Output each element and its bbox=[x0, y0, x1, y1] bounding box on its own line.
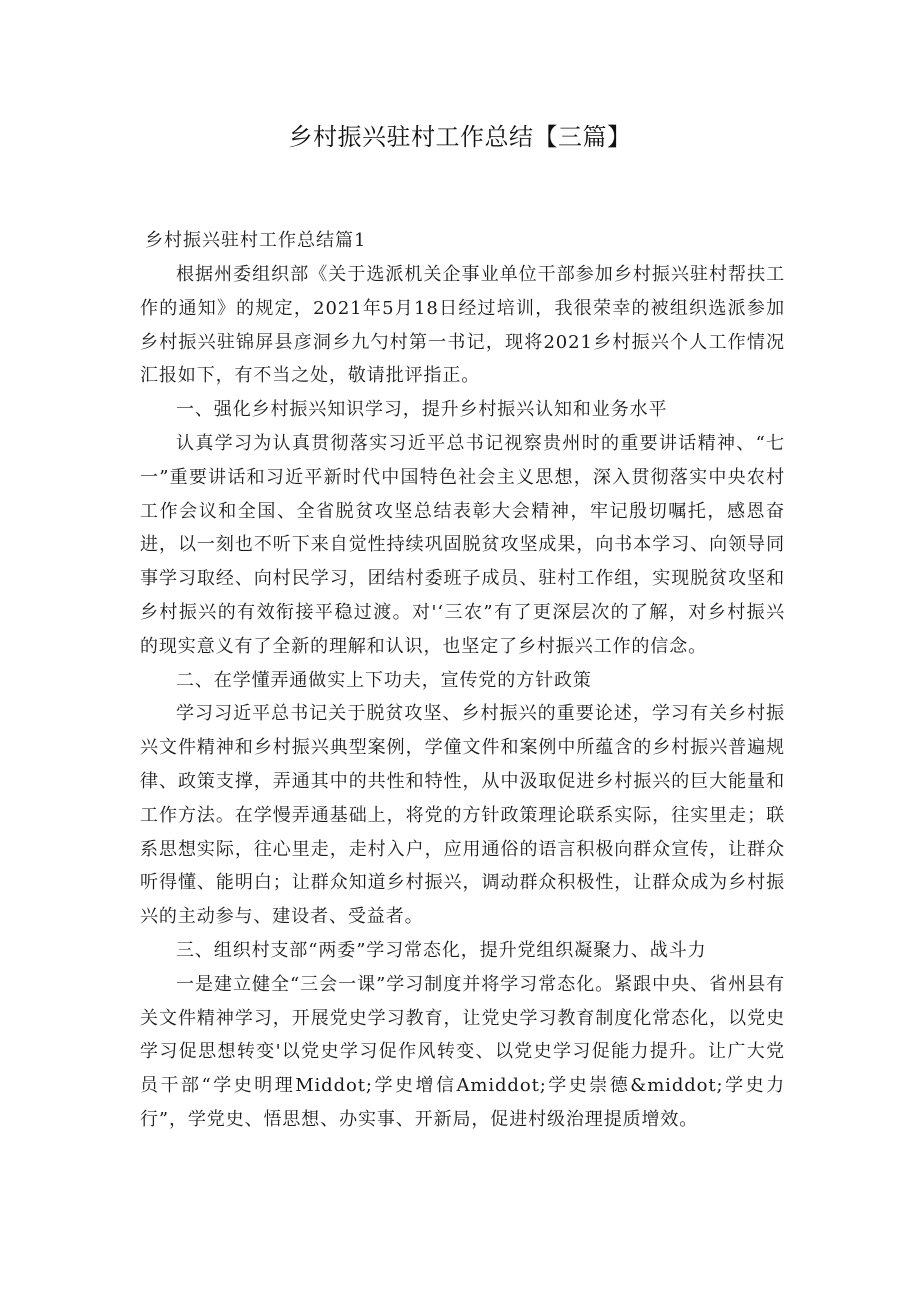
paragraph-three: 一是建立健全“三会一课”学习制度并将学习常态化。紧跟中央、省州县有关文件精神学习，开展党史学习教育，让党史学习教育制度化常态化，以党史学习促思想转变'以党史学习促作风转变、以党史学习促能力提升。让广大党员干部“学史明理Middot;学史增信Amiddot;学史崇德&middot;学史力行”，学党史、悟思想、办实事、开新局，促进村级治理提质增效。 bbox=[140, 973, 785, 1130]
heading-one: 一、强化乡村振兴知识学习，提升乡村振兴认知和业务水平 bbox=[176, 399, 668, 421]
section-title: 乡村振兴驻村工作总结篇1 bbox=[145, 230, 367, 251]
heading-two: 二、在学懂弄通做实上下功夫，宣传党的方针政策 bbox=[176, 669, 592, 691]
document-body bbox=[140, 224, 785, 1137]
document-title: 乡村振兴驻村工作总结【三篇】 bbox=[288, 123, 632, 151]
paragraph-intro: 根据州委组织部《关于选派机关企事业单位干部参加乡村振兴驻村帮扶工作的通知》的规定，2021年5月18日经过培训，我很荣幸的被组织选派参加乡村振兴驻锦屏县彦洞乡九勺村第一书记，现将2021乡村振兴个人工作情况汇报如下，有不当之处，敬请批评指正。 bbox=[140, 264, 785, 387]
paragraph-one: 认真学习为认真贯彻落实习近平总书记视察贵州时的重要讲话精神、“七一”重要讲话和习近平新时代中国特色社会主义思想，深入贯彻落实中央农村工作会议和全国、全省脱贫攻坚总结表彰大会精神，牢记殷切嘱托，感恩奋进，以一刻也不听下来自觉性持续巩固脱贫攻坚成果，向书本学习、向领导同事学习取经、向村民学习，团结村委班子成员、驻村工作组，实现脱贫攻坚和乡村振兴的有效衔接平稳过渡。对'‘三农”有了更深层次的了解，对乡村振兴的现实意义有了全新的理解和认识，也坚定了乡村振兴工作的信念。 bbox=[140, 432, 785, 657]
paragraph-two: 学习习近平总书记关于脱贫攻坚、乡村振兴的重要论述，学习有关乡村振兴文件精神和乡村振兴典型案例，学僮文件和案例中所蕴含的乡村振兴普遍规律、政策支撑，弄通其中的共性和特性，从中汲取促进乡村振兴的巨大能量和工作方法。在学慢弄通基础上，将党的方针政策理论联系实际，往实里走；联系思想实际，往心里走，走村入户，应用通俗的语言积极向群众宣传，让群众听得懂、能明白；让群众知道乡村振兴，调动群众积极性，让群众成为乡村振兴的主动参与、建设者、受益者。 bbox=[140, 703, 785, 928]
heading-three: 三、组织村支部“两委”学习常态化，提升党组织凝聚力、战斗力 bbox=[176, 939, 707, 961]
